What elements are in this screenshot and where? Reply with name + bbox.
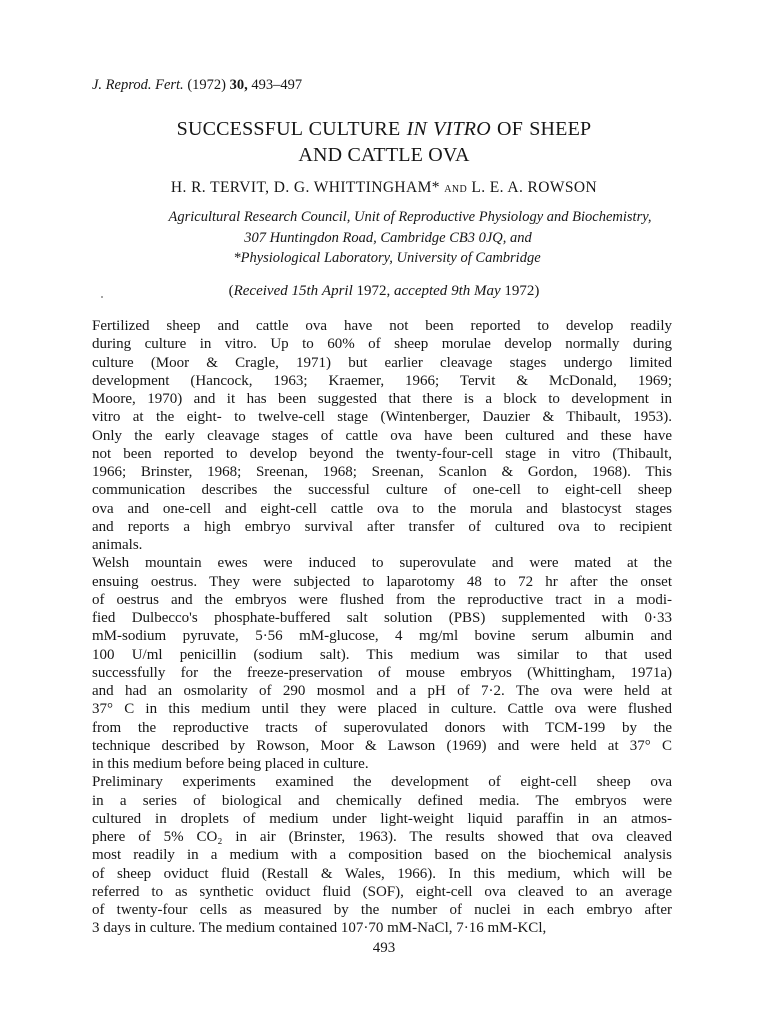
- received-year: 1972,: [356, 283, 391, 299]
- body-line: 37° C in this medium until they were placed in culture. Cattle ova were flushed: [92, 701, 672, 718]
- body-line: referred to as synthetic oviduct fluid (SOF), eight-cell ova cleaved to an average: [92, 883, 672, 900]
- body-line: technique described by Rowson, Moor & Lawson (1969) and were held at 37° C: [92, 737, 672, 754]
- body-line: of oestrus and the embryos were flushed from the reproductive tract in a modi-: [92, 591, 672, 608]
- body-line: of twenty-four cells as measured by the number of nuclei in each embryo after: [92, 902, 672, 918]
- accepted-year: 1972): [504, 283, 540, 299]
- body-line: vitro at the eight- to twelve-cell stage (Wintenberger, Dauzier & Thibault, 1953).: [92, 409, 672, 426]
- body-line: 3 days in culture. The medium contained 107·70 mM-NaCl, 7·16 mM-KCl,: [92, 920, 547, 937]
- body-line: in a series of biological and chemically defined media. The embryos were: [92, 792, 672, 809]
- body-line: most readily in a medium with a composition based on the biochemical analysis: [92, 847, 672, 864]
- affiliation: [0, 207, 768, 269]
- received-label: Received: [233, 283, 288, 299]
- journal-name: J. Reprod. Fert.: [92, 77, 184, 93]
- article-body: [92, 317, 672, 938]
- body-paragraph: [92, 773, 672, 937]
- title-text: OF SHEEP: [497, 118, 592, 140]
- body-line: and had an osmolarity of 290 mosmol and a pH of 7·2. The ova were held at: [92, 683, 672, 699]
- journal-year: (1972): [187, 77, 226, 93]
- received-dates: [0, 281, 768, 301]
- body-line: culture (Moor & Cragle, 1971) but earlier cleavage stages undergo limited: [92, 354, 672, 371]
- body-line: in this medium before being placed in culture.: [92, 756, 369, 772]
- author-list: [0, 178, 768, 199]
- body-line: mM-sodium pyruvate, 5·56 mM-glucose, 4 mg/ml bovine serum albumin and: [92, 628, 672, 645]
- authors-conjunction: and: [444, 181, 468, 196]
- article-title: [0, 116, 768, 168]
- body-line: fied Dulbecco's phosphate-buffered salt solution (PBS) supplemented with 0·33: [92, 610, 672, 626]
- body-paragraph: [92, 554, 672, 773]
- affiliation-line: Agricultural Research Council, Unit of Reproductive Physiology and Biochemistry,: [168, 209, 652, 225]
- body-line: not been reported to develop beyond the twenty-four-cell stage in vitro (Thibault,: [92, 445, 672, 462]
- received-month: April: [321, 283, 353, 299]
- received-day: 15th: [291, 283, 319, 299]
- authors-text: H. R. TERVIT, D. G. WHITTINGHAM*: [170, 179, 440, 196]
- body-line: phere of 5% CO₂ in air (Brinster, 1963). The results showed that ova cleaved: [92, 829, 672, 845]
- body-line: Only the early cleavage stages of cattle ova have been cultured and these have: [92, 427, 672, 444]
- body-line: Welsh mountain ewes were induced to superovulate and were mated at the: [92, 555, 672, 572]
- body-line: during culture in vitro. Up to 60% of sheep morulae develop normally during: [92, 336, 672, 353]
- body-line: 100 U/ml penicillin (sodium salt). This medium was similar to that used: [92, 646, 672, 663]
- title-italic-text: IN VITRO: [406, 118, 491, 140]
- journal-citation: [92, 76, 302, 94]
- affiliation-line: *Physiological Laboratory, University of Cambridge: [233, 250, 541, 266]
- journal-pages: 493–497: [251, 77, 303, 93]
- body-line: 1966; Brinster, 1968; Sreenan, 1968; Sreenan, Scanlon & Gordon, 1968). This: [92, 464, 672, 480]
- title-line-2: AND CATTLE OVA: [298, 144, 470, 166]
- title-line-1: [0, 116, 768, 142]
- body-paragraph: [92, 317, 672, 554]
- body-line: ova and one-cell and eight-cell cattle ova to the morula and blastocyst stages: [92, 500, 672, 517]
- body-line: communication describes the successful culture of one-cell to eight-cell sheep: [92, 482, 672, 499]
- journal-volume: 30,: [229, 77, 248, 93]
- body-line: from the reproductive tracts of superovulated donors with TCM-199 by the: [92, 719, 672, 736]
- body-line: development (Hancock, 1963; Kraemer, 1966; Tervit & McDonald, 1969;: [92, 372, 672, 389]
- body-line: animals.: [92, 537, 143, 553]
- authors-text: L. E. A. ROWSON: [471, 179, 598, 196]
- accepted-month: May: [473, 283, 501, 299]
- body-line: Moore, 1970) and it has been suggested that there is a block to development in: [92, 391, 672, 407]
- body-line: cultured in droplets of medium under light-weight liquid paraffin in an atmos-: [92, 810, 672, 827]
- body-line: and reports a high embryo survival after transfer of cultured ova to recipient: [92, 518, 672, 535]
- received-paren: (: [228, 283, 234, 299]
- accepted-day: 9th: [451, 283, 471, 299]
- affiliation-line: 307 Huntingdon Road, Cambridge CB3 0JQ, and: [244, 229, 532, 246]
- body-line: of sheep oviduct fluid (Restall & Wales, 1966). In this medium, which will be: [92, 865, 672, 882]
- accepted-label: accepted: [394, 283, 448, 299]
- body-line: Fertilized sheep and cattle ova have not been reported to develop readily: [92, 318, 672, 334]
- body-line: ensuing oestrus. They were subjected to laparotomy 48 to 72 hr after the onset: [92, 573, 672, 590]
- body-line: successfully for the freeze-preservation of mouse embryos (Whittingham, 1971a): [92, 664, 672, 681]
- body-line: Preliminary experiments examined the development of eight-cell sheep ova: [92, 774, 672, 791]
- title-text: SUCCESSFUL CULTURE: [176, 118, 401, 140]
- page-number: 493: [372, 940, 396, 956]
